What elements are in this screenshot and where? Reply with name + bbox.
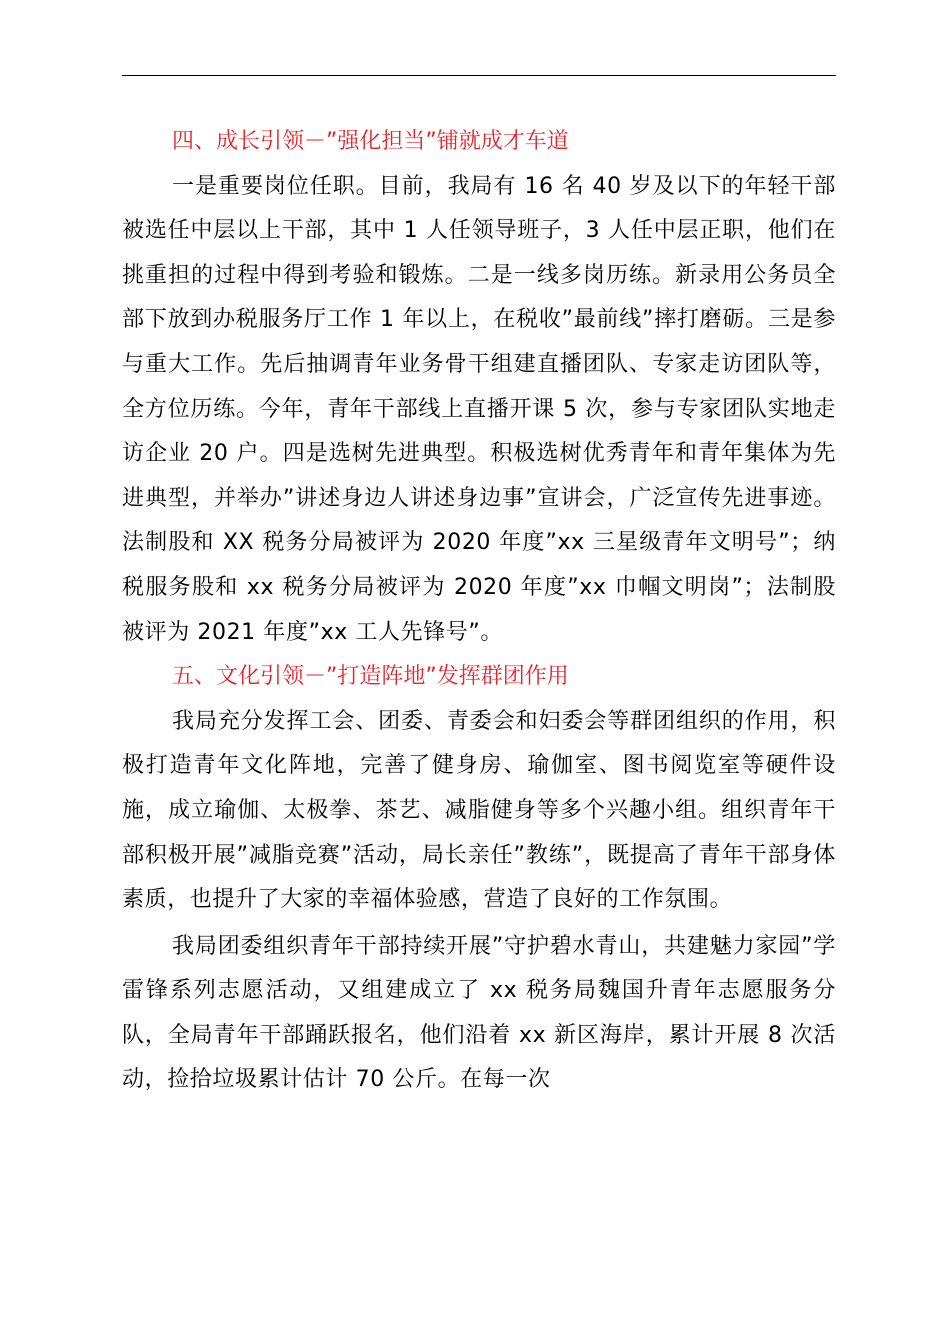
section-heading-growth: 四、成长引领－”强化担当”铺就成才车道 bbox=[172, 129, 569, 154]
section-heading-culture: 五、文化引领－”打造阵地”发挥群团作用 bbox=[172, 664, 569, 690]
paragraph-culture-1: 我局充分发挥工会、团委、青委会和妇委会等群团组织的作用，积极打造青年文化阵地，完善了健身房、瑜伽室、图书阅览室等硬件设施，成立瑜伽、太极拳、茶艺、减脂健身等多个兴趣小组。组织青年干部积极开展”减脂竞赛”活动，局长亲任”教练”，既提高了青年干部身体素质，也提升了大家的幸福体验感，营造了良好的工作氛围。 bbox=[122, 708, 836, 913]
document-body bbox=[122, 120, 836, 1103]
paragraph-growth: 一是重要岗位任职。目前，我局有 16 名 40 岁及以下的年轻干部被选任中层以上干部，其中 1 人任领导班子，3 人任中层正职，他们在挑重担的过程中得到考验和锻炼。二是一线多岗历练。新录用公务员全部下放到办税服务厅工作 1 年以上，在税收”最前线”摔打磨砺。三是参与重大工作。先后抽调青年业务骨干组建直播团队、专家走访团队等，全方位历练。今年，青年干部线上直播开课 5 次，参与专家团队实地走访企业 20 户。四是选树先进典型。积极选树优秀青年和青年集体为先进典型，并举办”讲述身边人讲述身边事”宣讲会，广泛宣传先进事迹。法制股和 XX 税务分局被评为 2020 年度”xx 三星级青年文明号”；纳税服务股和 xx 税务分局被评为 2020 年度”xx 巾帼文明岗”；法制股被评为 2021 年度”xx 工人先锋号”。 bbox=[122, 173, 836, 645]
paragraph-culture-2: 我局团委组织青年干部持续开展”守护碧水青山，共建魅力家园”学雷锋系列志愿活动，又组建成立了 xx 税务局魏国升青年志愿服务分队，全局青年干部踊跃报名，他们沿着 xx 新区海岸，累计开展 8 次活动，捡拾垃圾累计估计 70 公斤。在每一次 bbox=[122, 933, 836, 1093]
header-rule bbox=[122, 75, 836, 76]
